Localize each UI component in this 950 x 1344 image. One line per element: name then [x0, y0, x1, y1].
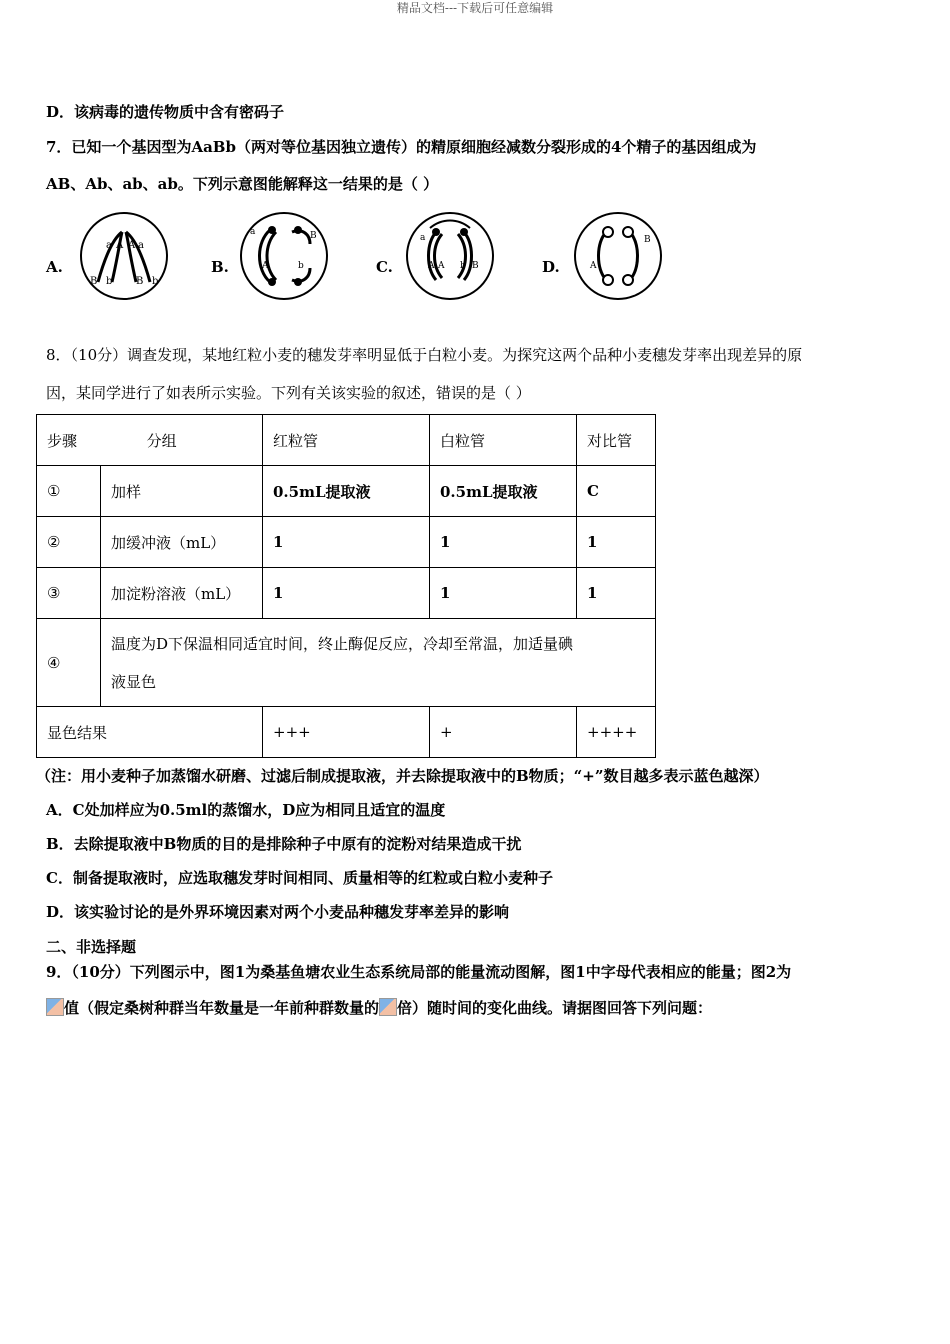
q7-option-d-cell-diagram [570, 208, 666, 304]
row4-description [101, 619, 656, 707]
row2-num: ② [37, 517, 101, 568]
q8-stem-line1: 8．（10分）调查发现，某地红粒小麦的穗发芽率明显低于白粒小麦。为探究这两个品种小麦穗发芽率出现差异的原 [46, 346, 803, 364]
q9-line2-part-b: 倍）随时间的变化曲线。请据图回答下列问题： [397, 999, 713, 1017]
q7-a-letter-a1: a [106, 240, 112, 251]
q7-b-letter-a: a [250, 227, 256, 237]
header-group: 分组 [146, 431, 177, 450]
row1-red: 0.5mL提取液 [263, 466, 430, 517]
header-red: 红粒管 [263, 415, 430, 466]
table-header-step-group [37, 415, 263, 466]
header-white: 白粒管 [430, 415, 577, 466]
q7-c-letter-a1: a [420, 233, 426, 243]
q8-experiment-table [36, 414, 656, 758]
row5-name: 显色结果 [37, 707, 263, 758]
q7-option-c-label: C. [376, 258, 393, 276]
table-header-row [37, 415, 656, 466]
q7-option-c-cell-diagram [402, 208, 498, 304]
table-row [37, 466, 656, 517]
row1-ctrl: C [577, 466, 656, 517]
q7-d-letter-A: A [590, 261, 597, 271]
header-step: 步骤 [47, 431, 78, 450]
row5-ctrl: ++++ [577, 707, 656, 758]
q7-option-a-label: A. [46, 258, 63, 276]
q7-stem-line2: AB、Ab、ab、ab。下列示意图能解释这一结果的是（ ） [46, 175, 439, 193]
q7-a-letter-b2: b [152, 276, 159, 287]
q8-option-a: A．C处加样应为0.5ml的蒸馏水，D应为相同且适宜的温度 [46, 801, 446, 819]
q8-option-b: B．去除提取液中B物质的目的是排除种子中原有的淀粉对结果造成干扰 [46, 835, 522, 853]
q8-stem-line2: 因，某同学进行了如表所示实验。下列有关该实验的叙述，错误的是（ ） [46, 384, 531, 402]
row3-white: 1 [430, 568, 577, 619]
q7-a-letter-A1: A [116, 240, 124, 251]
q9-line2-part-a: 值（假定桑树种群当年数量是一年前种群数量的 [64, 999, 380, 1017]
row3-red: 1 [263, 568, 430, 619]
q7-a-letter-b1: b [106, 276, 113, 287]
q7-stem-line1: 7．已知一个基因型为AaBb（两对等位基因独立遗传）的精原细胞经减数分裂形成的4个精子的基因组成为 [46, 138, 757, 156]
q9-stem-line1: 9．（10分）下列图示中，图1为桑基鱼塘农业生态系统局部的能量流动图解，图1中字母代表相应的能量；图2为 [46, 963, 792, 981]
table-row [37, 707, 656, 758]
row4-text-line2: 液显色 [111, 672, 157, 691]
q7-option-d-label: D. [542, 258, 560, 276]
q8-note: （注：用小麦种子加蒸馏水研磨、过滤后制成提取液，并去除提取液中的B物质；“+”数目越多表示蓝色越深） [36, 767, 769, 785]
row5-white: + [430, 707, 577, 758]
table-row [37, 568, 656, 619]
q7-option-b-cell-diagram [236, 208, 332, 304]
table-row [37, 517, 656, 568]
row1-num: ① [37, 466, 101, 517]
row3-num: ③ [37, 568, 101, 619]
row4-text-line1: 温度为D下保温相同适宜时间，终止酶促反应，冷却至常温，加适量碘 [111, 634, 574, 653]
row1-white: 0.5mL提取液 [430, 466, 577, 517]
q7-option-b-label: B. [211, 258, 229, 276]
q7-a-letter-a2: a [138, 240, 144, 251]
q7-c-letter-B: B [472, 261, 479, 271]
q7-d-letter-B: B [644, 235, 651, 245]
row2-red: 1 [263, 517, 430, 568]
row2-ctrl: 1 [577, 517, 656, 568]
row2-white: 1 [430, 517, 577, 568]
q7-option-a-cell-diagram [76, 208, 172, 304]
q7-figure-row [46, 208, 686, 308]
q7-a-letter-A2: A [128, 240, 136, 251]
q7-b-letter-A: A [262, 261, 269, 271]
lambda-image-icon [46, 998, 64, 1016]
q8-option-c: C．制备提取液时，应选取穗发芽时间相同、质量相等的红粒或白粒小麦种子 [46, 869, 553, 887]
page-header: 精品文档---下载后可任意编辑 [396, 1, 554, 15]
q7-b-letter-b: b [298, 261, 304, 271]
row3-ctrl: 1 [577, 568, 656, 619]
row3-name: 加淀粉溶液（mL） [101, 568, 263, 619]
table-row [37, 619, 656, 707]
lambda-image-icon [379, 998, 397, 1016]
q7-c-letter-b: b [460, 261, 466, 271]
q7-c-letter-A2: A [438, 261, 445, 271]
header-ctrl: 对比管 [577, 415, 656, 466]
q7-c-letter-A1: A [428, 261, 435, 271]
row5-red: +++ [263, 707, 430, 758]
q7-a-letter-B2: B [136, 276, 144, 287]
section-title: 二、非选择题 [46, 938, 137, 956]
row4-num: ④ [37, 619, 101, 707]
q9-stem-line2 [46, 998, 712, 1018]
q8-option-d: D．该实验讨论的是外界环境因素对两个小麦品种穗发芽率差异的影响 [46, 903, 510, 921]
row1-name: 加样 [101, 466, 263, 517]
row2-name: 加缓冲液（mL） [101, 517, 263, 568]
q6-option-d: D．该病毒的遗传物质中含有密码子 [46, 103, 285, 121]
q7-b-letter-B: B [310, 231, 317, 241]
q7-a-letter-B1: B [90, 276, 98, 287]
